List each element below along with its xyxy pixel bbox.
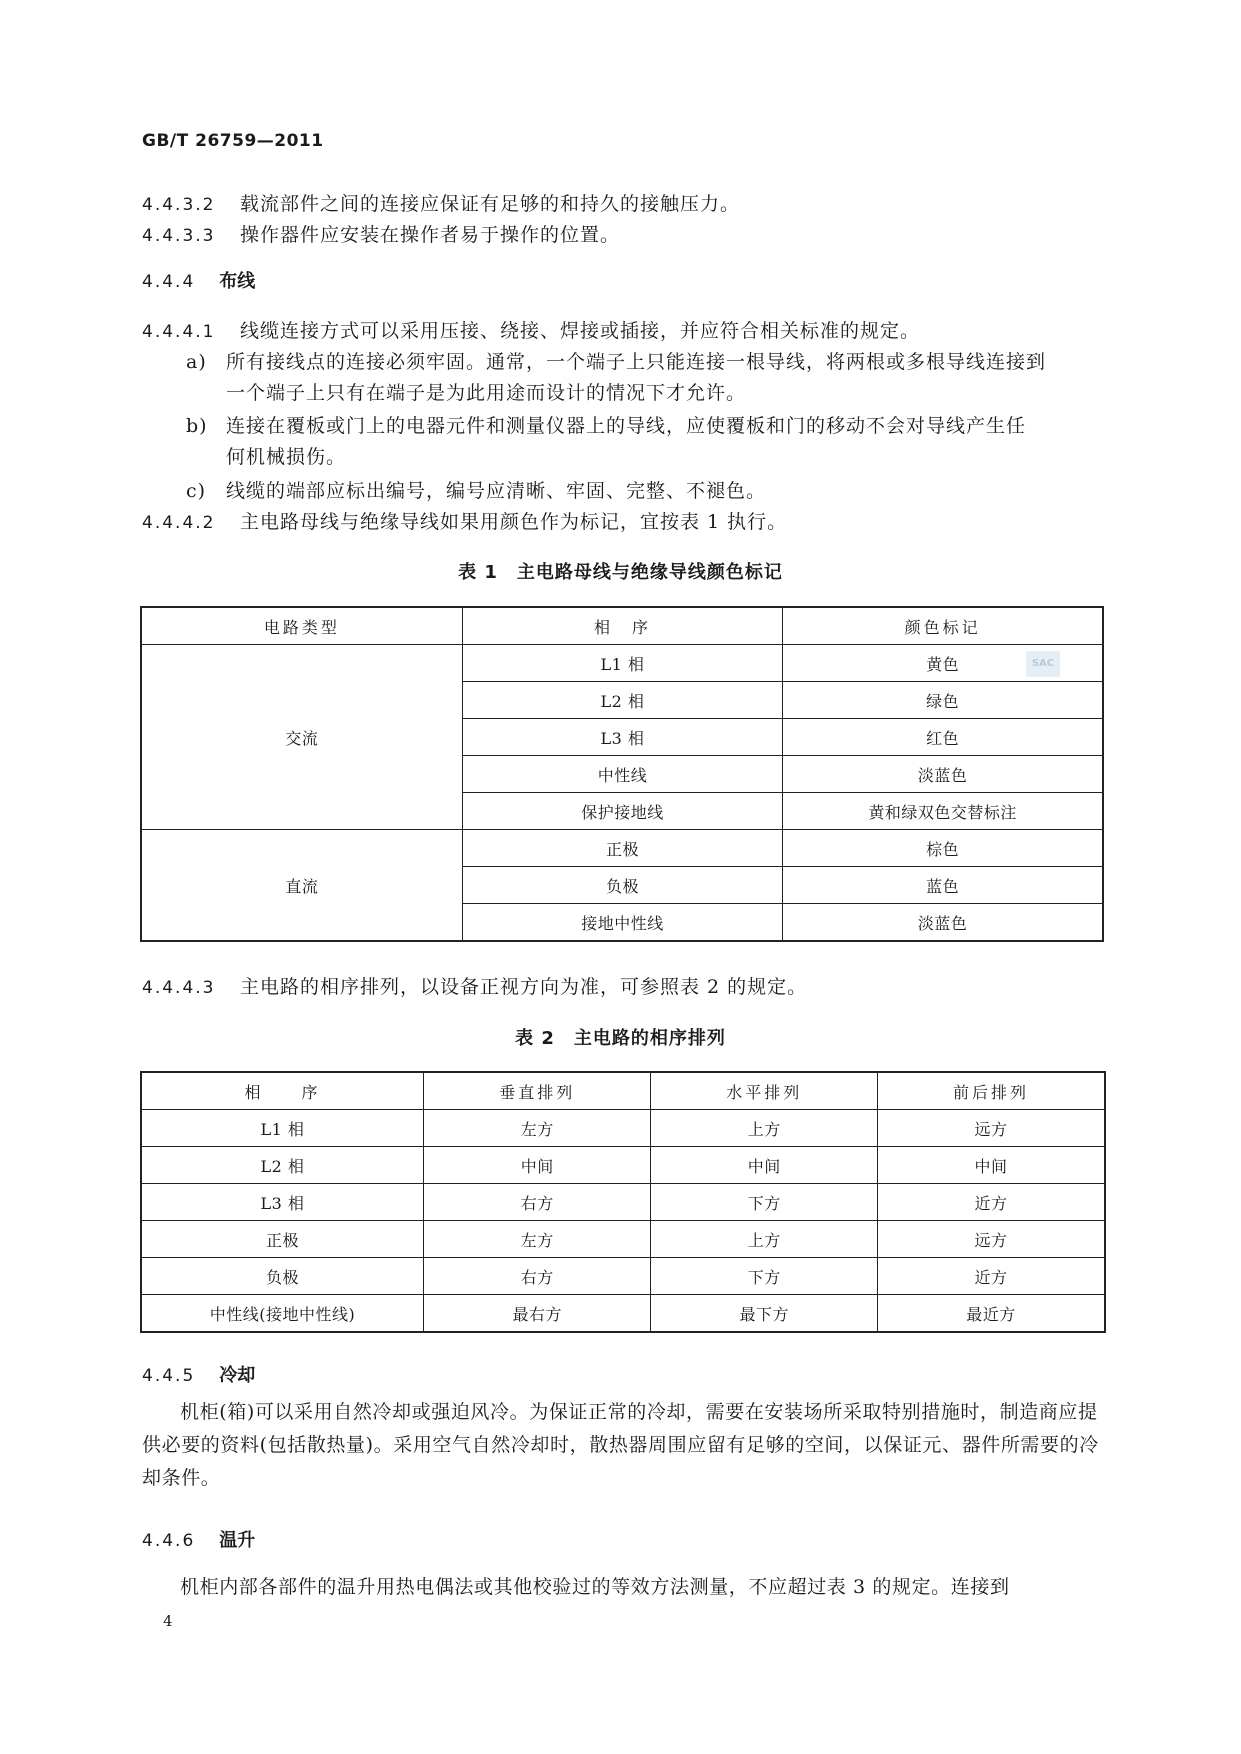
color-cell: 绿色 [783, 682, 1103, 719]
clause-text: 主电路母线与绝缘导线如果用颜色作为标记，宜按表 1 执行。 [240, 511, 788, 533]
list-text: 连接在覆板或门上的电器元件和测量仪器上的导线，应使覆板和门的移动不会对导线产生任 [226, 415, 1027, 437]
list-item-a-continued: 一个端子上只有在端子是为此用途而设计的情况下才允许。 [226, 382, 747, 404]
section-4-4-5-heading [142, 1360, 255, 1392]
clause-4-4-3-2 [142, 189, 740, 221]
table-cell: 右方 [423, 1258, 651, 1295]
table-2-header-row [141, 1072, 1105, 1110]
list-item-a [186, 347, 1046, 378]
table-cell: 远方 [877, 1221, 1105, 1258]
phase-cell: L1 相 [462, 645, 782, 682]
section-number: 4.4.6 [142, 1531, 196, 1551]
clause-number: 4.4.4.2 [142, 513, 216, 533]
table-cell: 左方 [423, 1110, 651, 1147]
table-cell: 下方 [651, 1258, 878, 1295]
clause-4-4-4-2 [142, 507, 787, 539]
list-item-c [186, 476, 766, 507]
clause-text: 载流部件之间的连接应保证有足够的和持久的接触压力。 [240, 193, 741, 215]
table-1-caption: 表 1 主电路母线与绝缘导线颜色标记 [458, 562, 783, 583]
table-cell: 近方 [877, 1184, 1105, 1221]
clause-text: 操作器件应安装在操作者易于操作的位置。 [240, 224, 621, 246]
phase-cell: 接地中性线 [462, 904, 782, 942]
clause-text: 主电路的相序排列，以设备正视方向为准，可参照表 2 的规定。 [240, 976, 808, 998]
table-2-caption: 表 2 主电路的相序排列 [515, 1028, 726, 1049]
color-cell: 淡蓝色 [783, 756, 1103, 793]
clause-number: 4.4.3.2 [142, 195, 216, 215]
color-cell: 红色 [783, 719, 1103, 756]
table-2-header-cell: 垂直排列 [423, 1072, 651, 1110]
table-cell: L2 相 [141, 1147, 423, 1184]
standard-number: GB/T 26759—2011 [142, 131, 324, 151]
table-2 [140, 1071, 1106, 1333]
clause-4-4-4-3 [142, 972, 807, 1004]
table-cell: 中间 [423, 1147, 651, 1184]
table-2-header-cell: 前后排列 [877, 1072, 1105, 1110]
color-cell: 蓝色 [783, 867, 1103, 904]
list-item-b-continued: 何机械损伤。 [226, 446, 347, 468]
table-cell: 下方 [651, 1184, 878, 1221]
table-row [141, 830, 1103, 867]
table-cell: 中性线(接地中性线) [141, 1295, 423, 1333]
table-1-header-cell: 相 序 [462, 607, 782, 645]
table-cell: 最下方 [651, 1295, 878, 1333]
table-cell: 中间 [877, 1147, 1105, 1184]
table-row [141, 1184, 1105, 1221]
list-text: 线缆的端部应标出编号，编号应清晰、牢固、完整、不褪色。 [226, 480, 767, 502]
phase-cell: L3 相 [462, 719, 782, 756]
table-cell: 远方 [877, 1110, 1105, 1147]
table-cell: 正极 [141, 1221, 423, 1258]
table-row [141, 1221, 1105, 1258]
table-cell: 负极 [141, 1258, 423, 1295]
table-row [141, 645, 1103, 682]
table-cell: L3 相 [141, 1184, 423, 1221]
phase-cell: 负极 [462, 867, 782, 904]
table-cell: 右方 [423, 1184, 651, 1221]
color-cell: 淡蓝色 [783, 904, 1103, 942]
list-label: c) [186, 480, 207, 502]
table-row [141, 1147, 1105, 1184]
table-row [141, 1110, 1105, 1147]
color-cell: 黄色 [783, 645, 1103, 682]
phase-cell: 中性线 [462, 756, 782, 793]
table-2-header-cell: 相 序 [141, 1072, 423, 1110]
circuit-type-cell: 直流 [141, 830, 462, 942]
list-label: b) [186, 415, 208, 437]
clause-number: 4.4.3.3 [142, 226, 216, 246]
list-item-b [186, 411, 1026, 442]
table-cell: 上方 [651, 1221, 878, 1258]
table-cell: 中间 [651, 1147, 878, 1184]
table-cell: 最近方 [877, 1295, 1105, 1333]
color-cell: 黄和绿双色交替标注 [783, 793, 1103, 830]
clause-number: 4.4.4.1 [142, 322, 216, 342]
table-cell: 近方 [877, 1258, 1105, 1295]
phase-cell: L2 相 [462, 682, 782, 719]
clause-4-4-3-3 [142, 220, 620, 252]
table-1-header-cell: 颜色标记 [783, 607, 1103, 645]
table-cell: 最右方 [423, 1295, 651, 1333]
table-cell: 左方 [423, 1221, 651, 1258]
section-number: 4.4.5 [142, 1366, 196, 1386]
sac-watermark-logo: SAC [1026, 651, 1060, 677]
section-4-4-4-heading [142, 266, 255, 298]
phase-cell: 保护接地线 [462, 793, 782, 830]
clause-number: 4.4.4.3 [142, 978, 216, 998]
section-title: 温升 [219, 1530, 256, 1551]
color-cell: 棕色 [783, 830, 1103, 867]
table-row [141, 1258, 1105, 1295]
cooling-paragraph: 机柜(箱)可以采用自然冷却或强迫风冷。为保证正常的冷却，需要在安装场所采取特别措施时，制造商应提供必要的资料(包括散热量)。采用空气自然冷却时，散热器周围应留有足够的空间，以保证元、器件所需要的冷却条件。 [142, 1401, 1099, 1489]
table-1-header-row [141, 607, 1103, 645]
table-cell: 上方 [651, 1110, 878, 1147]
table-2-header-cell: 水平排列 [651, 1072, 878, 1110]
page-number: 4 [163, 1612, 173, 1630]
temperature-rise-paragraph: 机柜内部各部件的温升用热电偶法或其他校验过的等效方法测量，不应超过表 3 的规定。连接到 [180, 1576, 1010, 1598]
circuit-type-cell: 交流 [141, 645, 462, 830]
list-label: a) [186, 351, 207, 373]
clause-text: 线缆连接方式可以采用压接、绕接、焊接或插接，并应符合相关标准的规定。 [240, 320, 921, 342]
table-row [141, 1295, 1105, 1333]
table-1-header-cell: 电路类型 [141, 607, 462, 645]
clause-4-4-4-1 [142, 316, 920, 348]
section-title: 布线 [219, 271, 256, 292]
section-number: 4.4.4 [142, 272, 196, 292]
list-text: 所有接线点的连接必须牢固。通常，一个端子上只能连接一根导线，将两根或多根导线连接到 [226, 351, 1047, 373]
table-cell: L1 相 [141, 1110, 423, 1147]
section-title: 冷却 [219, 1365, 256, 1386]
section-4-4-6-heading [142, 1525, 255, 1557]
table-1 [140, 606, 1104, 942]
phase-cell: 正极 [462, 830, 782, 867]
